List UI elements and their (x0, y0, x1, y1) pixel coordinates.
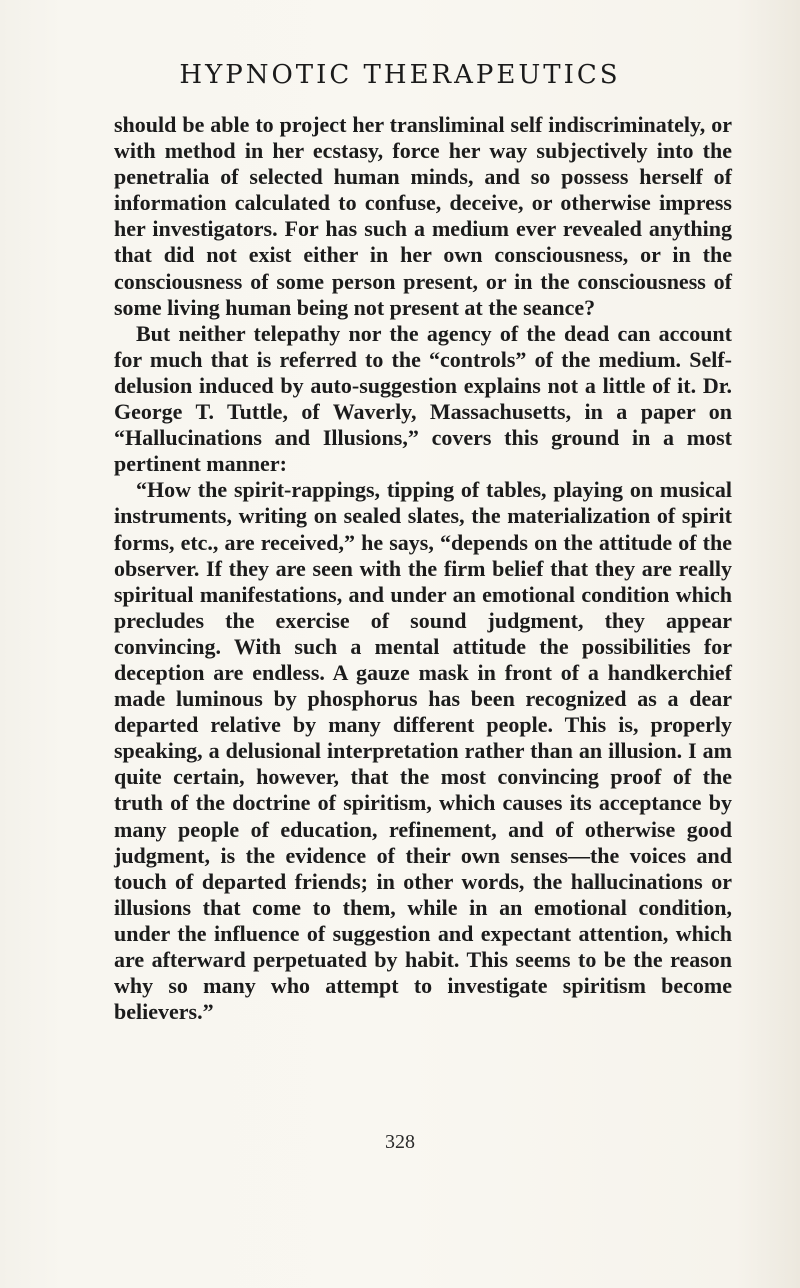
body-text (114, 112, 732, 1025)
paragraph-quotation: “How the spirit-rappings, tipping of tables, playing on musical instruments, writing on sealed slates, the materialization of spirit forms, etc., are received,” he says, “depends on the attitude of the observer. If they are seen with the firm belief that they are really spiritual manifestations, and under an emotional condition which precludes the exercise of sound judgment, they appear convincing. With such a mental attitude the possibilities for deception are endless. A gauze mask in front of a handkerchief made luminous by phosphorus has been recognized as a dear departed relative by many different people. This is, properly speaking, a delusional interpretation rather than an illusion. I am quite certain, however, that the most convincing proof of the truth of the doctrine of spiritism, which causes its acceptance by many people of education, refinement, and of otherwise good judgment, is the evidence of their own senses—the voices and touch of departed friends; in other words, the hallucinations or illusions that come to them, while in an emotional condition, under the influence of suggestion and expectant attention, which are afterward perpetuated by habit. This seems to be the reason why so many who attempt to investigate spiritism become believers.” (114, 477, 732, 1025)
page-number: 328 (385, 1131, 415, 1153)
running-head: HYPNOTIC THERAPEUTICS (179, 60, 621, 90)
paragraph-continuation: should be able to project her transliminal self indiscriminately, or with method in her ecstasy, force her way subjectively into the penetralia of selected human minds, and so possess herself of information calculated to confuse, deceive, or otherwise impress her investigators. For has such a medium ever revealed anything that did not exist either in her own consciousness, or in the consciousness of some person present, or in the consciousness of some living human being not present at the seance? (114, 112, 732, 320)
paragraph-telepathy: But neither telepathy nor the agency of the dead can account for much that is referred to the “controls” of the medium. Self-delusion induced by auto-suggestion explains not a little of it. Dr. George T. Tuttle, of Waverly, Massachusetts, in a paper on “Hallucinations and Illusions,” covers this ground in a most pertinent manner: (114, 320, 732, 477)
